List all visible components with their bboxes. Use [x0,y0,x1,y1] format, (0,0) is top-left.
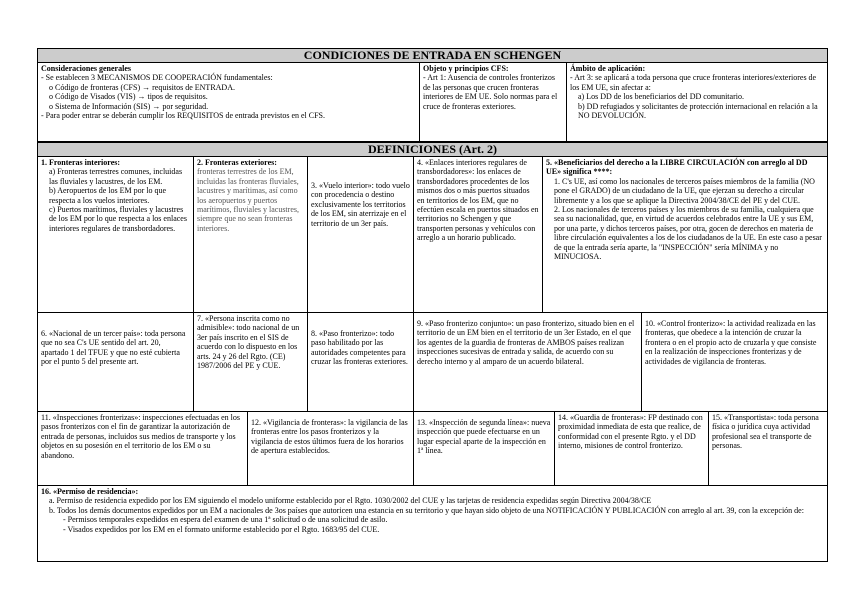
def-transportista [708,411,828,486]
def-item: a) Fronteras terrestres comunes, incluidas las fluviales y lacustres, de los EM. [49,167,183,186]
def-item: 2. Los nacionales de terceros países y los miembros de su familia, cualquiera que sea su nacionalidad, que, en virtud de acuerdos celebrados entre la UE y sus EM, por una parte, y dichos terceros países, por otra, gocen de derechos en materia de libre circulación equivalentes a los de los ciudadanos de la UE. En este caso a pesar de que la entrada sería aparte, la "INSPECCIÓN" sería MÍNIMA y no MINUCIOSA. [554,205,822,262]
def-persona-no-admisible [193,312,308,412]
def-text: 15. «Transportista»: toda persona física o jurídica cuya actividad profesional sea el transporte de personas. [712,413,819,451]
def-vuelo-interior [307,156,414,313]
def-title: 1. Fronteras interiores: [41,158,121,167]
objeto-text: - Art 1: Ausencia de controles fronterizos de las personas que crucen fronteras interiores de EM UE. Solo normas para el cruce de fronteras exteriores. [423,73,558,111]
objeto-principios [419,62,567,142]
ambito-item: b) DD refugiados y solicitantes de protección internacional en relación a la NO DEVOLUCIÓN. [578,101,818,121]
def-text: 8. «Paso fronterizo»: todo paso habilitado por las autoridades competentes para cruzar las fronteras exteriores. [311,329,408,367]
def-text: 9. «Paso fronterizo conjunto»: un paso fronterizo, situado bien en el territorio de un EM bien en el territorio de un 3er Estado, en el que los agentes de la guardia de fronteras de AMBOS países realizan inspecciones sucesivas de entrada y salida, de acuerdo con su derecho interno y al amparo de un acuerdo bilateral. [417,319,635,366]
general-line: - Se establecen 3 MECANISMOS DE COOPERACIÓN fundamentales: [41,73,273,83]
ambito-line: - Art 3: se aplicará a toda persona que cruce fronteras interiores/exteriores de los EM UE, sin afectar a: [570,73,817,92]
definitions-title: DEFINICIONES (Art. 2) [37,142,828,157]
def-item: c) Puertos marítimos, fluviales y lacustres de los EM por lo que respecta a los enlaces interiores regulares de transbordadores. [49,205,187,233]
def-text: 14. «Guardia de fronteras»: FP destinado con proximidad inmediata de esta que realice, de conformidad con el presente Rgto. y el DD interno, misiones de control fronterizo. [558,413,703,451]
def-text: 4. «Enlaces interiores regulares de transbordadores»: los enlaces de transbordadores procedentes de los mismos dos o más puertos situados en territorios de los EM, que no efectúen escala en puertos situados en territorios no Schengen y que transporten personas y vehículos con arreglo a un horario publicado. [417,158,539,243]
general-line: - Para poder entrar se deberán cumplir los REQUISITOS de entrada previstos en el CFS. [41,111,326,121]
def-title: 16. «Permiso de residencia»: [41,487,139,496]
general-line: o Sistema de Información (SIS) → por seguridad. [49,101,209,111]
def-title: 5. «Beneficiarios del derecho a la LIBRE CIRCULACIÓN con arreglo al DD UE» significa ****: [546,158,808,177]
def-paso-fronterizo [307,312,414,412]
def-fronteras-interiores [37,156,194,313]
def-paso-fronterizo-conjunto [413,312,642,412]
def-text: 3. «Vuelo interior»: todo vuelo con procedencia o destino exclusivamente los territorios de los EM, sin aterrizaje en el territorio de un 3er país. [311,181,410,228]
general-heading: Consideraciones generales [41,64,131,73]
def-control-fronterizo [641,312,828,412]
def-text: 10. «Control fronterizo»: la actividad realizada en las fronteras, que obedece a la intención de cruzar la frontera o en el propio acto de cruzarla y que consiste en la realización de inspecciones fronterizas y de actividades de vigilancia de fronteras. [645,319,817,366]
def-item: b) Aeropuertos de los EM por lo que respecta a los vuelos interiores. [49,186,167,205]
general-considerations [37,62,420,142]
page-title: CONDICIONES DE ENTRADA EN SCHENGEN [37,48,828,63]
def-vigilancia-fronteras [247,411,414,486]
def-item: b. Todos los demás documentos expedidos por un EM a nacionales de 3os países que autoricen una estancia en su territorio y que hayan sido objeto de una NOTIFICACIÓN Y PUBLICACIÓN con arreglo al art. 39, con la excepción de: [49,505,804,515]
def-guardia-fronteras [554,411,709,486]
def-text: 7. «Persona inscrita como no admisible»: todo nacional de un 3er país inscrito en el SIS de acuerdo con lo dispuesto en los arts. 24 y 26 del Rgto. (CE) 1987/2006 del PE y CUE. [197,314,300,371]
def-text: 6. «Nacional de un tercer país»: toda persona que no sea C's UE sentido del art. 20, apartado 1 del TFUE y que no esté cubierta por el punto 5 del presente art. [41,329,186,367]
objeto-heading: Objeto y principios CFS: [423,64,509,73]
def-text: 13. «Inspección de segunda línea»: nueva inspección que puede efectuarse en un lugar especial aparte de la inspección en 1ª línea. [417,418,551,456]
def-text: fronteras terrestres de los EM, incluidas las fronteras fluviales, lacustres y marítimas, así como los aeropuertos y puertos marítimos, fluviales y lacustres, siempre que no sean fronteras interiores. [197,167,299,233]
def-nacional-tercer-pais [37,312,194,412]
def-text: 11. «Inspecciones fronterizas»: inspecciones efectuadas en los pasos fronterizos con el fin de garantizar la autorización de entrada de personas, incluidos sus medios de transporte y los objetos en su posesión en el territorio de los EM o su abandono. [41,413,240,460]
def-item: - Visados expedidos por los EM en el formato uniforme establecido por el Rgto. 1683/95 del CUE. [63,524,380,534]
ambito-heading: Ámbito de aplicación: [570,64,646,73]
def-title: 2. Fronteras exteriores: [197,158,277,167]
ambito-aplicacion [566,62,828,142]
general-line: o Código de Visados (VIS) → tipos de requisitos. [49,92,208,102]
ambito-item: a) Los DD de los beneficiarios del DD comunitario. [578,92,744,102]
general-line: o Código de fronteras (CFS) → requisitos de ENTRADA. [49,82,235,92]
def-permiso-residencia [37,485,828,562]
def-fronteras-exteriores [193,156,308,313]
def-text: 12. «Vigilancia de fronteras»: la vigilancia de las fronteras entre los pasos fronterizos y la vigilancia de estos últimos fuera de los horarios de apertura establecidos. [251,418,408,456]
def-item: - Permisos temporales expedidos en espera del examen de una 1ª solicitud o de una solicitud de asilo. [63,515,388,525]
def-segunda-linea [413,411,555,486]
def-enlaces-interiores [413,156,543,313]
def-item: 1. C's UE, así como los nacionales de terceros países miembros de la familia (NO pone el GRADO) de un ciudadano de la UE, que ejerzan su derecho a circular libremente y a los que se aplique la Directiva 2004/38/CE del PE y del CUE. [554,176,815,205]
def-inspecciones-fronterizas [37,411,248,486]
def-item: a. Permiso de residencia expedido por los EM siguiendo el modelo uniforme establecido por el Rgto. 1030/2002 del CUE y las tarjetas de residencia expedidas según Directiva 2004/38/CE [49,496,652,506]
def-beneficiarios [542,156,828,313]
